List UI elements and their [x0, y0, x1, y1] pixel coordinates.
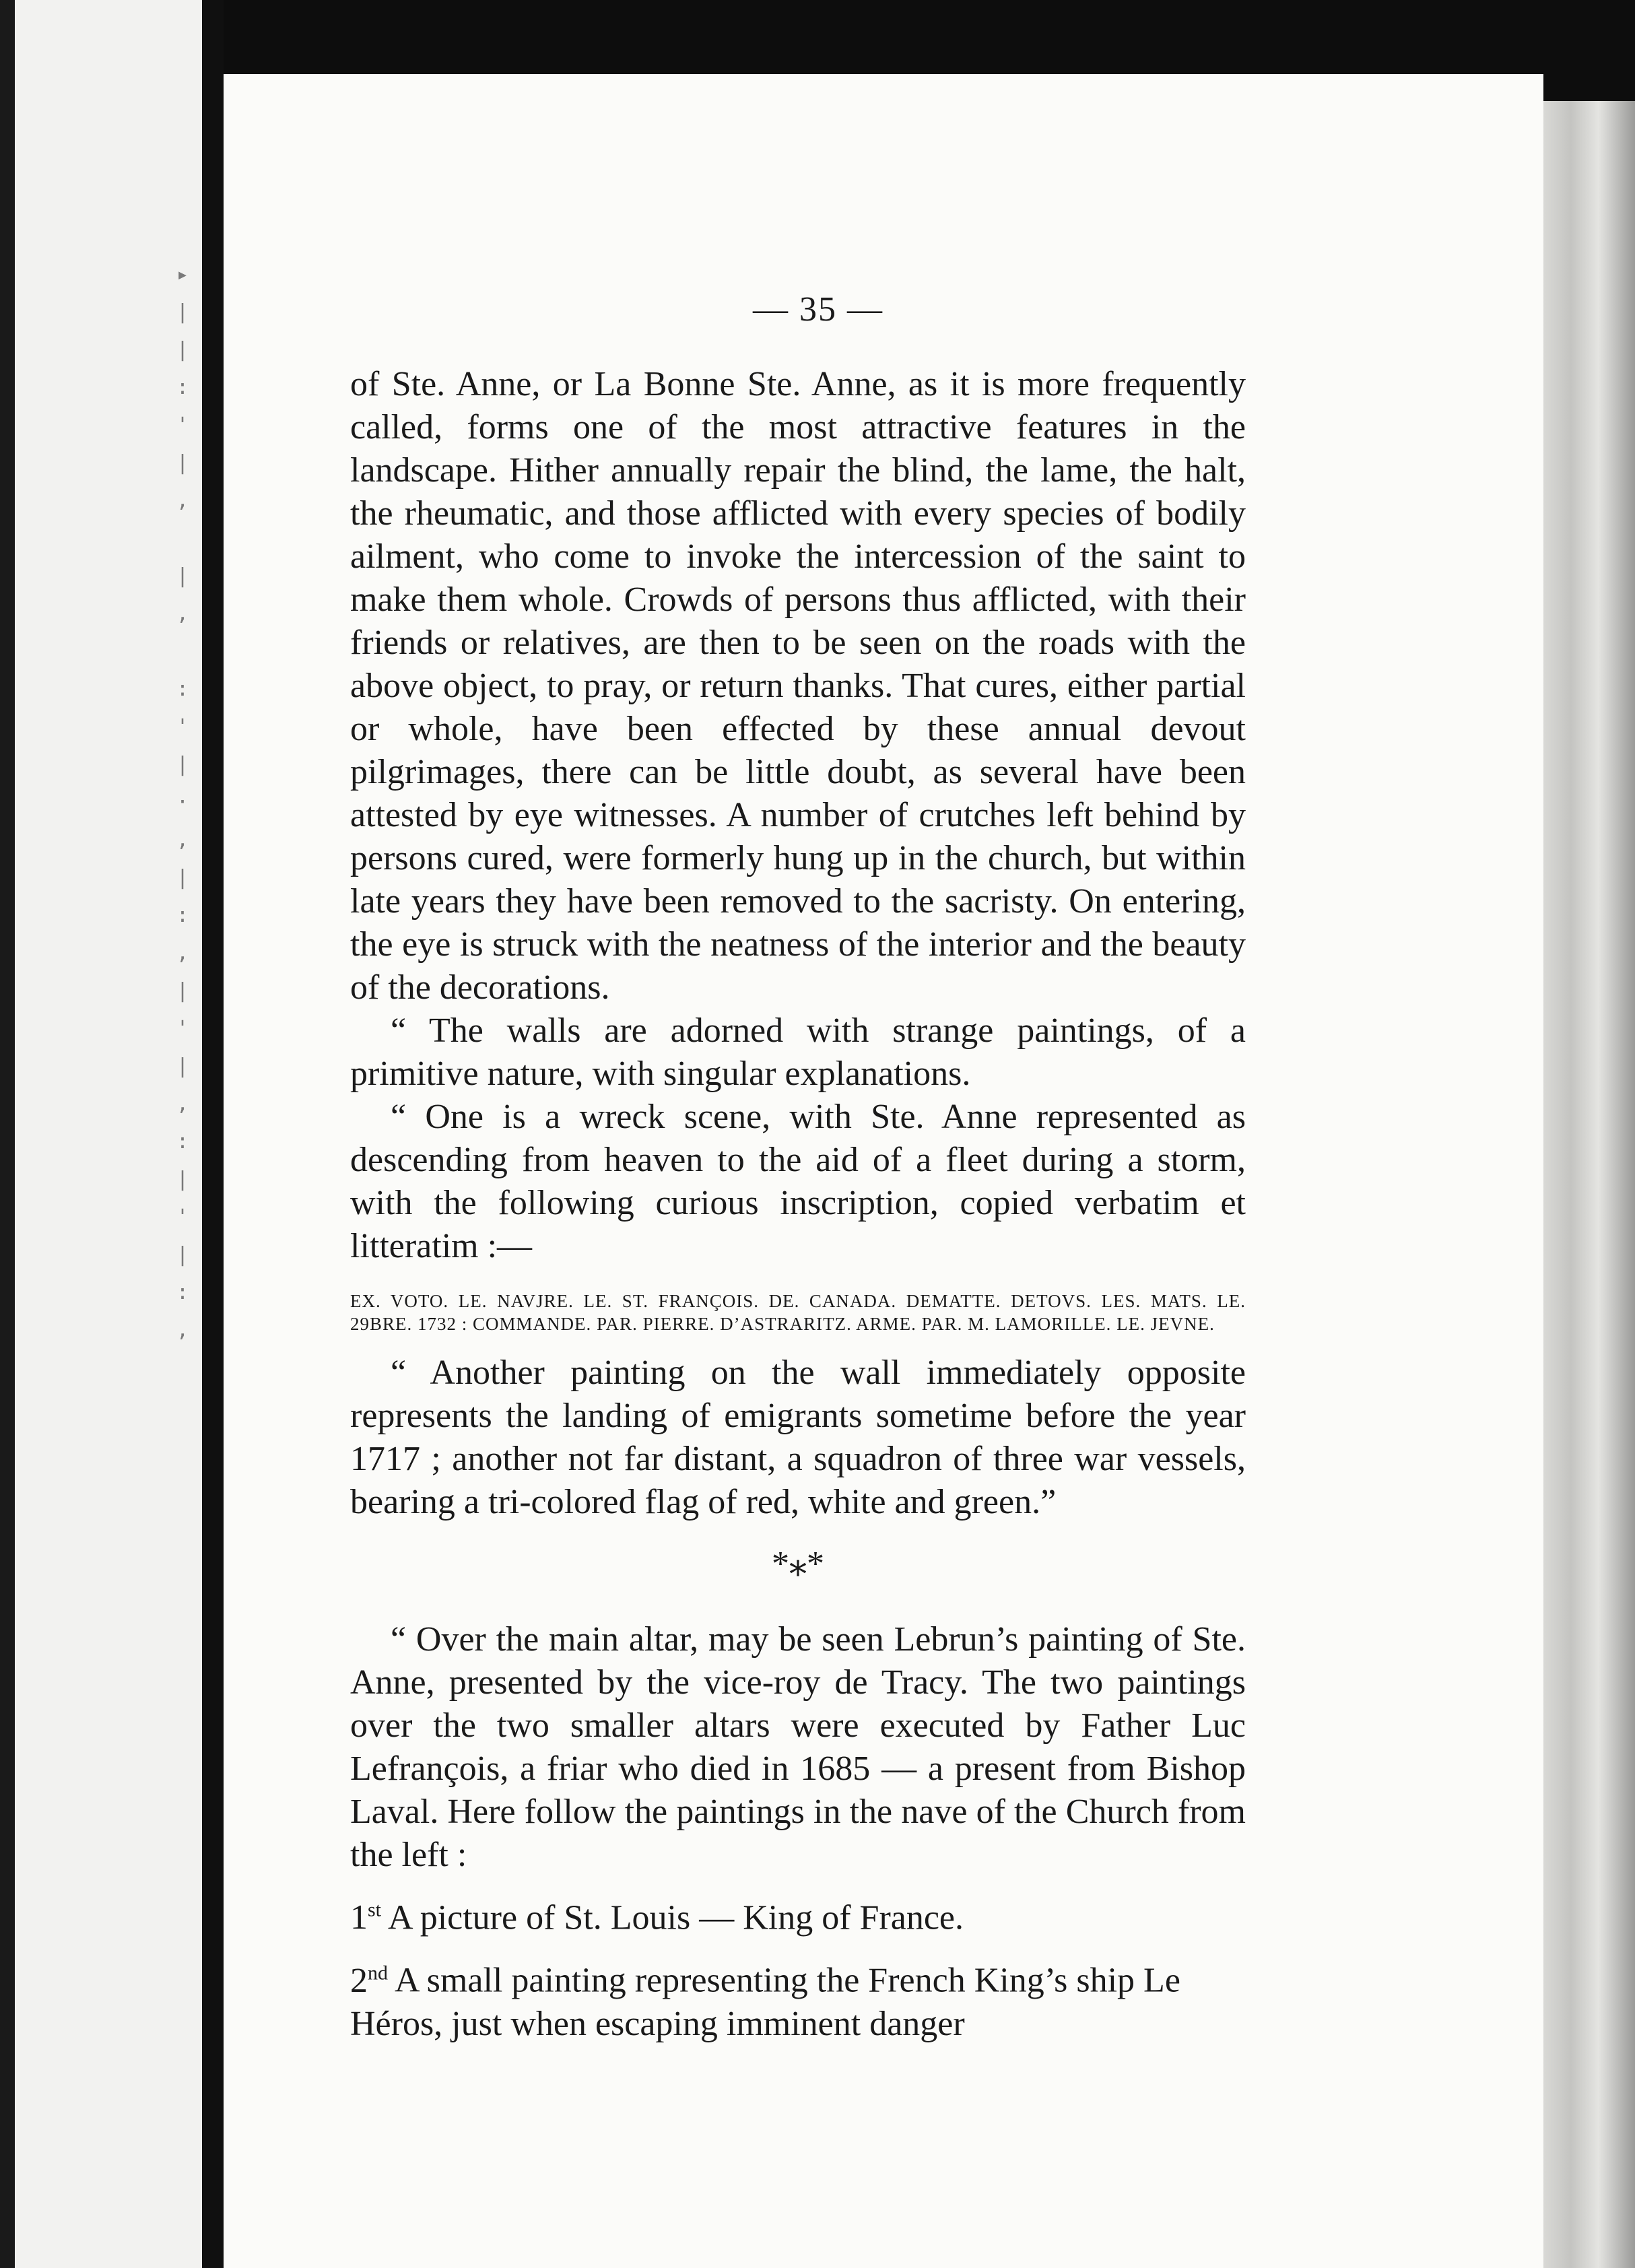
section-asterism: *⁎* [772, 1545, 824, 1583]
list-item-ordinal: nd [368, 1962, 388, 1984]
paragraph-3: “ One is a wreck scene, with Ste. Anne represented as descending from heaven to the aid of a fleet during a storm, with the following curious inscription, copied verbatim et litteratim :— [350, 1098, 1246, 1265]
page-edge-stack [1543, 101, 1635, 2268]
paragraph-4: “ Another painting on the wall immediately opposite represents the landing of emigrants sometime before the year 1717 ; another not far distant, a squadron of three war vessels, bearing a tri-colored flag of red, white and green.” [350, 1354, 1246, 1521]
list-item-text: A picture of St. Louis — King of France. [388, 1898, 964, 1937]
paragraph-5: “ Over the main altar, may be seen Lebrun’s painting of Ste. Anne, presented by the vice-roy de Tracy. The two paintings over the two smaller altars were executed by Father Luc Lefrançois, a friar who died in 1685 — a present from Bishop Laval. Here follow the paintings in the nave of the Church from the left : [350, 1620, 1246, 1874]
scan-background-top [224, 0, 1635, 74]
left-page [0, 0, 202, 2268]
paragraph-2: “ The walls are adorned with strange paintings, of a primitive nature, with singular explanations. [350, 1011, 1246, 1093]
left-page-margin-marks: ▸ | | : ' | , | , : ' | · , | : , | ' | , : | ' | : , [176, 263, 189, 1342]
page-number: — 35 — [753, 290, 883, 329]
list-item-number: 2 [350, 1961, 368, 2000]
list-item-text: A small painting representing the French King’s ship Le Héros, just when escaping imminent danger [350, 1961, 1180, 2043]
book-gutter [202, 0, 224, 2268]
paragraph-1: of Ste. Anne, or La Bonne Ste. Anne, as it is more frequently called, forms one of the most attractive features in the landscape. Hither annually repair the blind, the lame, the halt, the rheumatic, and those afflicted with every species of bodily ailment, who come to invoke the intercession of the saint to make them whole. Crowds of persons thus afflicted, with their friends or relatives, are then to be seen on the roads with the above object, to pray, or return thanks. That cures, either partial or whole, have been effected by these annual devout pilgrimages, there can be little doubt, as several have been attested by eye witnesses. A number of crutches left behind by persons cured, were formerly hung up in the church, but within late years they have been removed to the sacristy. On entering, the eye is struck with the neatness of the interior and the beauty of the decorations. [350, 365, 1246, 1007]
left-page-edge [0, 0, 15, 2268]
page-text-block [350, 290, 1246, 2046]
list-item [350, 1889, 1246, 1939]
list-item-number: 1 [350, 1898, 368, 1937]
list-item-ordinal: st [368, 1899, 382, 1921]
ex-voto-inscription: EX. VOTO. LE. NAVJRE. LE. ST. FRANÇOIS. DE. CANADA. DEMATTE. DETOVS. LES. MATS. LE. 29BRE. 1732 : COMMANDE. PAR. PIERRE. D’ASTRARITZ. ARME. PAR. M. LAMORILLE. LE. JEVNE. [350, 1291, 1246, 1334]
list-item [350, 1952, 1246, 2045]
